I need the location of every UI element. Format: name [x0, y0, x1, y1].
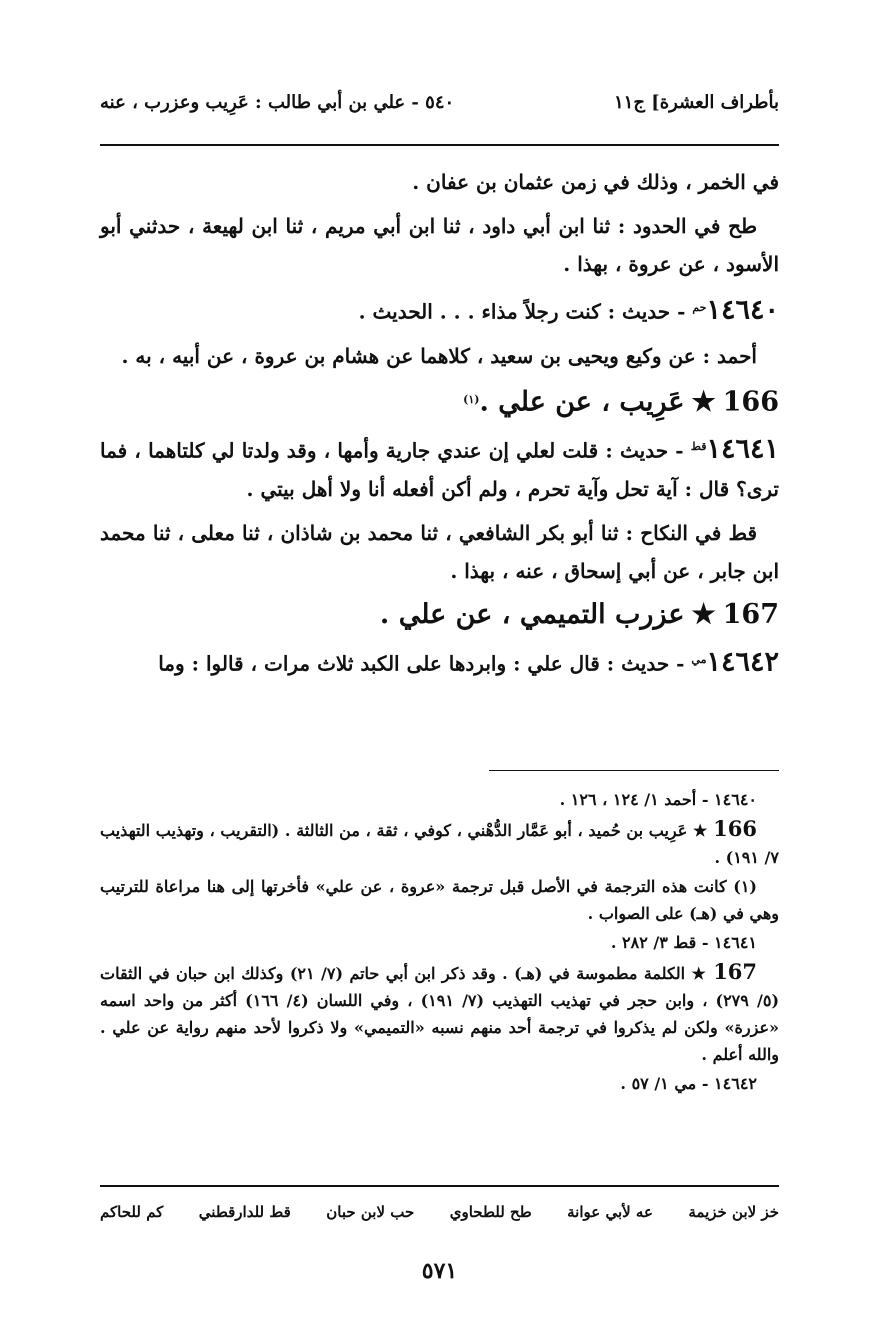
- chain-ahmad: أحمد : عن وكيع ويحيى بن سعيد ، كلاهما عن هشام بن عروة ، عن أبيه ، به .: [121, 343, 757, 368]
- footnote-14642: ١٤٦٤٢ - مي ١/ ٥٧ .: [620, 1074, 757, 1093]
- abbr-label: لابن خزيمة: [688, 1203, 757, 1221]
- page-number: ٥٧١: [421, 1258, 458, 1284]
- footnote-ref: (١): [463, 392, 480, 406]
- entry-name: عَرِيب ، عن علي .: [479, 386, 685, 418]
- abbr-code: خز: [761, 1203, 779, 1221]
- source-mark: مي: [691, 652, 707, 666]
- footnote-14640: ١٤٦٤٠ - أحمد ١/ ١٢٤ ، ١٢٦ .: [559, 790, 757, 809]
- hadith-14640: [100, 289, 779, 331]
- hadith-14641: [100, 428, 779, 508]
- header-chapter: ٥٤٠ - علي بن أبي طالب : عَرِيب وعزرب ، عنه: [100, 92, 455, 113]
- main-text: [100, 163, 779, 683]
- star-icon: ★: [691, 386, 716, 418]
- hadith-number: ١٤٦٤١: [706, 433, 779, 465]
- chain-tahawi: طح في الحدود : ثنا ابن أبي داود ، ثنا ابن أبي مريم ، ثنا ابن لهيعة ، حدثني أبو الأسود ، عن عروة ، بهذا .: [100, 214, 779, 276]
- source-mark: حم: [692, 301, 707, 314]
- running-header: [100, 92, 779, 126]
- entry-number: 167: [722, 598, 779, 630]
- abbr-item: [199, 1203, 291, 1221]
- continuation-text: في الخمر ، وذلك في زمن عثمان بن عفان .: [412, 170, 779, 194]
- footnote-1: (١) كانت هذه الترجمة في الأصل قبل ترجمة «عروة ، عن علي» فأخرتها إلى هنا مراعاة للترتيب وهي في (هـ) على الصواب .: [100, 877, 779, 923]
- abbr-item: [688, 1203, 779, 1221]
- hadith-number: ١٤٦٤٢: [706, 646, 779, 678]
- abbreviation-key: [100, 1203, 779, 1221]
- abbr-label: للدارقطني: [198, 1203, 265, 1221]
- header-volume: بأطراف العشرة] ج١١: [613, 92, 779, 113]
- abbr-code: كم: [146, 1203, 164, 1221]
- hadith-text: - حديث : قلت لعلي إن عندي جارية وأمها ، وقد ولدتا لي كلتاهما ، فما ترى؟ قال : آية تحل وآية تحرم ، ولم أكن أفعله أنا ولا أهل بيتي .: [100, 438, 779, 501]
- entry-number: 166: [713, 816, 758, 841]
- abbr-item: [567, 1203, 653, 1221]
- footnote-166: [100, 815, 779, 871]
- hadith-text: - حديث : قال علي : وابردها على الكبد ثلاث مرات ، قالوا : وما: [158, 651, 685, 676]
- abbr-code: عه: [635, 1203, 653, 1221]
- footnote-167: [100, 958, 779, 1068]
- source-mark: قط: [690, 440, 707, 454]
- hadith-number: ١٤٦٤٠: [706, 294, 779, 326]
- footer-rule: [100, 1185, 779, 1187]
- abbr-label: لابن حبان: [326, 1203, 386, 1221]
- star-icon: ★: [691, 598, 716, 630]
- abbr-code: قط: [269, 1203, 291, 1221]
- abbr-label: للحاكم: [100, 1203, 141, 1221]
- entry-number: 166: [722, 386, 779, 418]
- footnote-text: الكلمة مطموسة في (هـ) . وقد ذكر ابن أبي حاتم (٧/ ٢١) وكذلك ابن حبان في الثقات (٥/ ٢٧٩) ، وابن حجر في تهذيب التهذيب (٧/ ١٩١) ، وفي اللسان (٤/ ١٦٦) أكثر من واحد اسمه «عزرة» ولكن لم يذكروا في ترجمة أحد منهم نسبه «التميمي» ولا ذكروا لأحد منهم رواية عن علي . والله أعلم .: [100, 964, 780, 1064]
- entry-name: عزرب التميمي ، عن علي .: [379, 598, 685, 630]
- abbr-label: لأبي عوانة: [567, 1203, 631, 1221]
- star-icon: ★: [693, 821, 708, 840]
- entry-166: [100, 381, 779, 423]
- abbr-code: طح: [510, 1203, 532, 1221]
- abbr-label: للطحاوي: [449, 1203, 505, 1221]
- footnote-14641: ١٤٦٤١ - قط ٣/ ٢٨٢ .: [610, 933, 757, 952]
- chain-daraqutni: قط في النكاح : ثنا أبو بكر الشافعي ، ثنا محمد بن شاذان ، ثنا معلى ، ثنا محمد ابن جابر ، عن أبي إسحاق ، عنه ، بهذا .: [100, 520, 779, 583]
- abbr-item: [450, 1203, 532, 1221]
- hadith-14642: [100, 641, 779, 683]
- entry-167: [100, 596, 779, 635]
- abbr-item: [100, 1203, 163, 1221]
- entry-number: 167: [713, 959, 758, 984]
- footnote-text: عَرِيب بن حُميد ، أبو عَمَّار الدُّهْني ، كوفي ، ثقة ، من الثالثة . (التقريب ، وتهذيب التهذيب ٧/ ١٩١) .: [100, 821, 779, 867]
- footnote-separator: [489, 770, 779, 771]
- footnotes: [100, 786, 779, 1099]
- header-rule: [100, 144, 779, 146]
- abbr-code: حب: [390, 1203, 415, 1221]
- abbr-item: [326, 1203, 414, 1221]
- star-icon: ★: [691, 964, 707, 983]
- hadith-text: - حديث : كنت رجلاً مذاء . . . الحديث .: [358, 299, 686, 324]
